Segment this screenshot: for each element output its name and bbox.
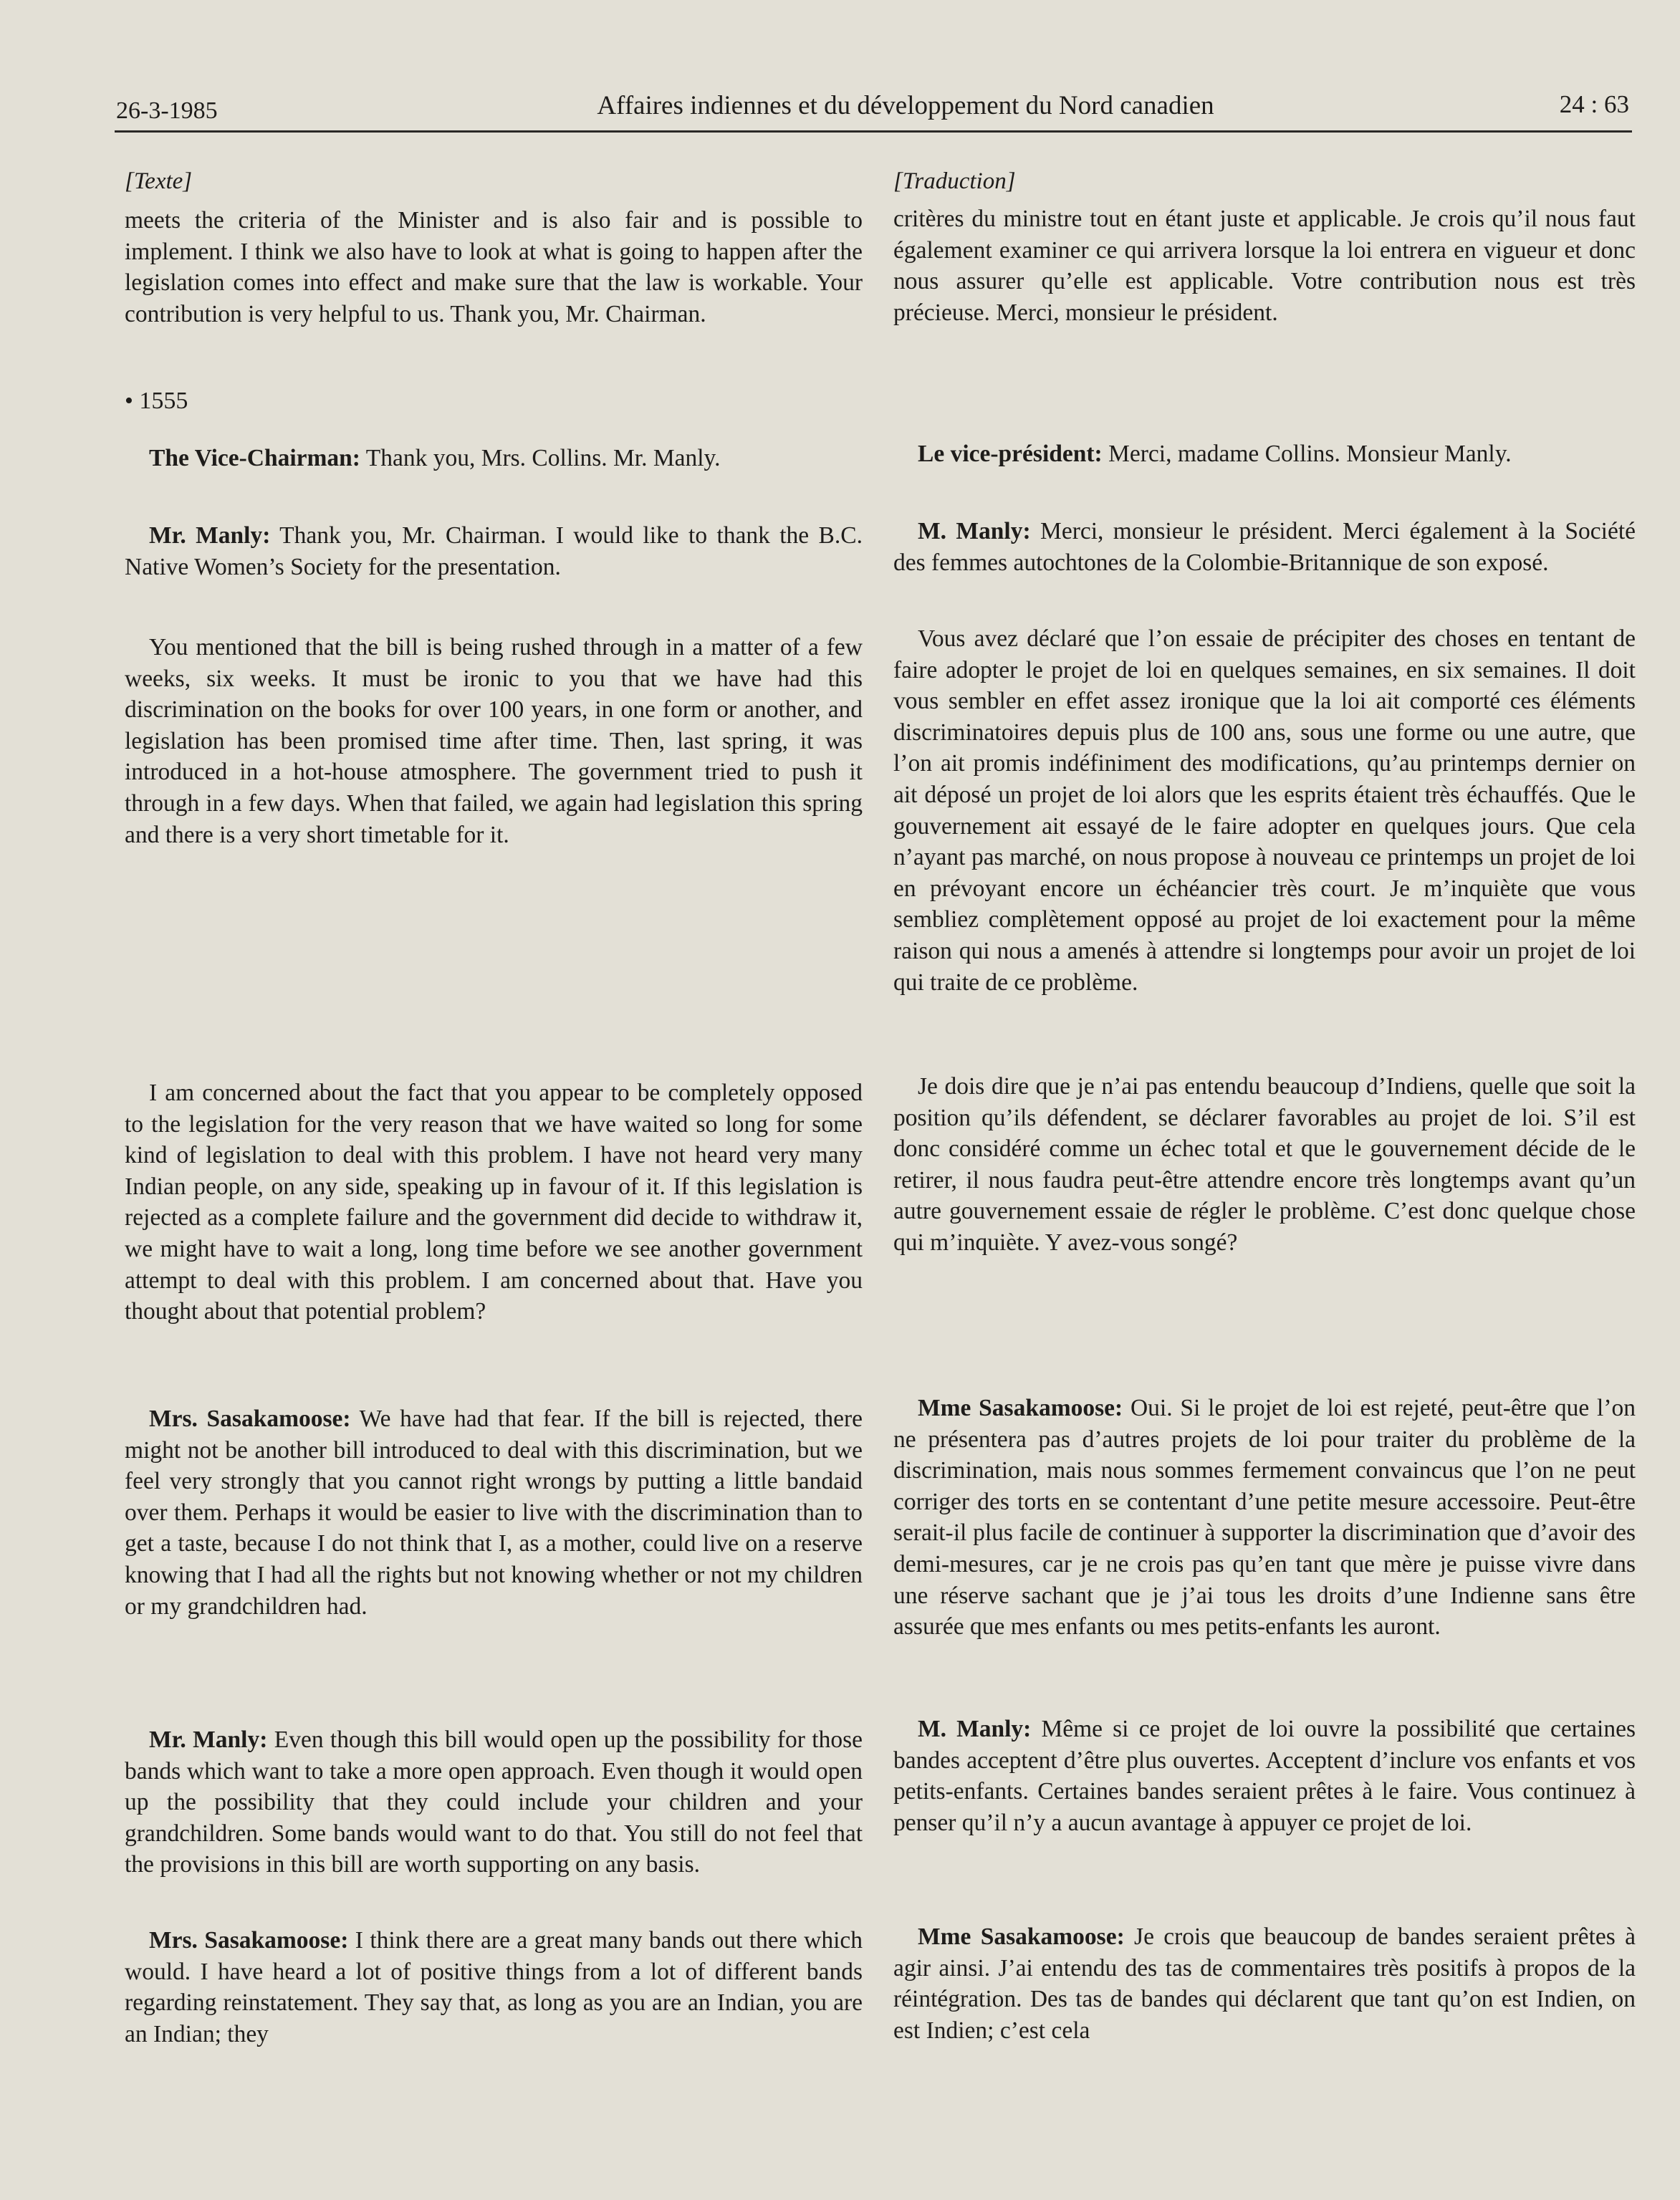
header-date: 26-3-1985 <box>116 97 218 124</box>
page-header <box>115 90 1632 133</box>
speech-text: Je crois que beaucoup de bandes seraient prêtes à agir ainsi. J’ai entendu des tas de commentaires très positifs à propos de la réintégration. Des tas de bandes qui déclarent que tant qu’on est Indien, on est Indien; c’est cela <box>893 1923 1636 2044</box>
language-label-text: Texte <box>133 168 183 194</box>
speaker-name: Mr. Manly: <box>149 522 271 549</box>
speech-text: Même si ce projet de loi ouvre la possibilité que certaines bandes acceptent d’être plus ouvertes. Acceptent d’inclure vos enfants et vos petits-enfants. Certaines bandes seraient prêtes à le faire. Vous continuez à penser qu’il n’y a aucun avantage à appuyer ce projet de loi. <box>893 1716 1636 1836</box>
paragraph: meets the criteria of the Minister and is also fair and is possible to implement. I think we also have to look at what is going to happen after the legislation comes into effect and make sure that the law is workable. Your contribution is very helpful to us. Thank you, Mr. Chairman. <box>125 207 863 327</box>
speaker-name: Le vice-président: <box>918 441 1103 467</box>
speech-text: Merci, monsieur le président. Merci également à la Société des femmes autochtones de la Colombie-Britannique de son exposé. <box>893 518 1636 576</box>
speech-text: Merci, madame Collins. Monsieur Manly. <box>1102 441 1512 467</box>
speech-text: I think there are a great many bands out there which would. I have heard a lot of positive things from a lot of different bands regarding reinstatement. They say that, as long as you are an Indian, you are an Indian; they <box>125 1927 863 2047</box>
speech-text: We have had that fear. If the bill is rejected, there might not be another bill introduced to deal with this discrimination, but we feel very strongly that you cannot right wrongs by putting a little bandaid over them. Perhaps it would be easier to live with the discrimination than to get a taste, because I do not think that I, as a mother, could live on a reserve knowing that I had all the rights but not knowing whether or not my children or my grandchildren had. <box>125 1406 863 1620</box>
language-label: [Texte] <box>125 168 193 194</box>
speech-text: Thank you, Mr. Chairman. I would like to thank the B.C. Native Women’s Society for the presentation. <box>125 522 863 580</box>
paragraph: critères du ministre tout en étant juste et applicable. Je crois qu’il nous faut également examiner ce qui arrivera lorsque la loi entrera en vigueur et donc nous assurer qu’elle est applicable. Votre contribution nous est très précieuse. Merci, monsieur le président. <box>893 206 1636 326</box>
speaker-name: M. Manly: <box>918 1716 1032 1742</box>
speech-paragraph <box>893 1393 1636 1643</box>
speaker-name: Mme Sasakamoose: <box>918 1923 1125 1950</box>
speaker-name: Mrs. Sasakamoose: <box>149 1406 351 1432</box>
paragraph: I am concerned about the fact that you appear to be completely opposed to the legislation for the very reason that we have waited so long for some kind of legislation to deal with this problem. I have not heard very many Indian people, on any side, speaking up in favour of it. If this legislation is rejected as a complete failure and the government did decide to withdraw it, we might have to wait a long, long time before we see another government attempt to deal with this problem. I am concerned about that. Have you thought about that potential problem? <box>125 1080 863 1325</box>
speaker-name: M. Manly: <box>918 518 1031 544</box>
speech-paragraph <box>125 1724 863 1880</box>
speaker-name: Mr. Manly: <box>149 1726 268 1753</box>
speech-paragraph <box>125 520 863 582</box>
language-label-text: Traduction <box>902 168 1007 194</box>
speaker-name: Mme Sasakamoose: <box>918 1395 1123 1421</box>
speech-paragraph <box>893 1714 1636 1838</box>
speech-text: Thank you, Mrs. Collins. Mr. Manly. <box>360 445 721 471</box>
paragraph: You mentioned that the bill is being rushed through in a matter of a few weeks, six weeks. It must be ironic to you that we have had this discrimination on the books for over 100 years, in one form or another, and legislation has been promised time after time. Then, last spring, it was introduced in a hot-house atmosphere. The government tried to push it through in a few days. When that failed, we again had legislation this spring and there is a very short timetable for it. <box>125 634 863 848</box>
speech-paragraph <box>125 1403 863 1622</box>
speech-text: Even though this bill would open up the possibility for those bands which want to take a more open approach. Even though it would open up the possibility that they could include your children and your grandchildren. Some bands would want to do that. You still do not feel that the provisions in this bill are worth supporting on any basis. <box>125 1726 863 1878</box>
header-page-number: 24 : 63 <box>1559 90 1629 118</box>
speaker-name: Mrs. Sasakamoose: <box>149 1927 349 1954</box>
time-stamp: • 1555 <box>125 388 188 414</box>
paragraph: Vous avez déclaré que l’on essaie de précipiter des choses en tentant de faire adopter le projet de loi en quelques semaines, en six semaines. Il doit vous sembler en effet assez ironique que la loi ait comporté ces éléments discriminatoires depuis plus de 100 ans, sous une forme ou une autre, que l’on ait promis indéfiniment des modifications, qu’au printemps dernier on ait déposé un projet de loi alors que les esprits étaient très échauffés. Que le gouvernement ait essayé de le faire adopter en quelques jours. Que cela n’ayant pas marché, on nous propose à nouveau ce printemps un projet de loi en prévoyant encore un échéancier très court. Je m’inquiète que vous sembliez complètement opposé au projet de loi exactement pour la même raison qui nous a amenés à attendre si longtemps pour avoir un projet de loi qui traite de ce problème. <box>893 625 1636 996</box>
speech-paragraph <box>893 516 1636 578</box>
header-title: Affaires indiennes et du développement du Nord canadien <box>597 91 1214 120</box>
speech-paragraph <box>125 1925 863 2050</box>
speech-paragraph <box>125 443 863 474</box>
speech-paragraph <box>893 438 1636 470</box>
speaker-name: The Vice-Chairman: <box>149 445 360 471</box>
speech-paragraph <box>893 1921 1636 2046</box>
language-label: [Traduction] <box>893 168 1016 194</box>
speech-text: Oui. Si le projet de loi est rejeté, peut-être que l’on ne présentera pas d’autres projets de loi pour traiter du problème de la discrimination, mais nous sommes fermement convaincus que l’on ne peut corriger des torts en se contentant d’une petite mesure accessoire. Peut-être serait-il plus facile de continuer à supporter la discrimination que d’avoir des demi-mesures, car je ne crois pas qu’en tant que mère je puisse vivre dans une réserve sachant que je j’ai tous les droits d’une Indienne sans être assurée que mes enfants ou mes petits-enfants les auront. <box>893 1395 1636 1641</box>
paragraph: Je dois dire que je n’ai pas entendu beaucoup d’Indiens, quelle que soit la position qu’ils défendent, se déclarer favorables au projet de loi. S’il est donc considéré comme un échec total et que le gouvernement décide de le retirer, il nous faudra peut-être attendre encore très longtemps avant qu’un autre gouvernement essaie de régler le problème. C’est donc quelque chose qui m’inquiète. Y avez-vous songé? <box>893 1073 1636 1256</box>
